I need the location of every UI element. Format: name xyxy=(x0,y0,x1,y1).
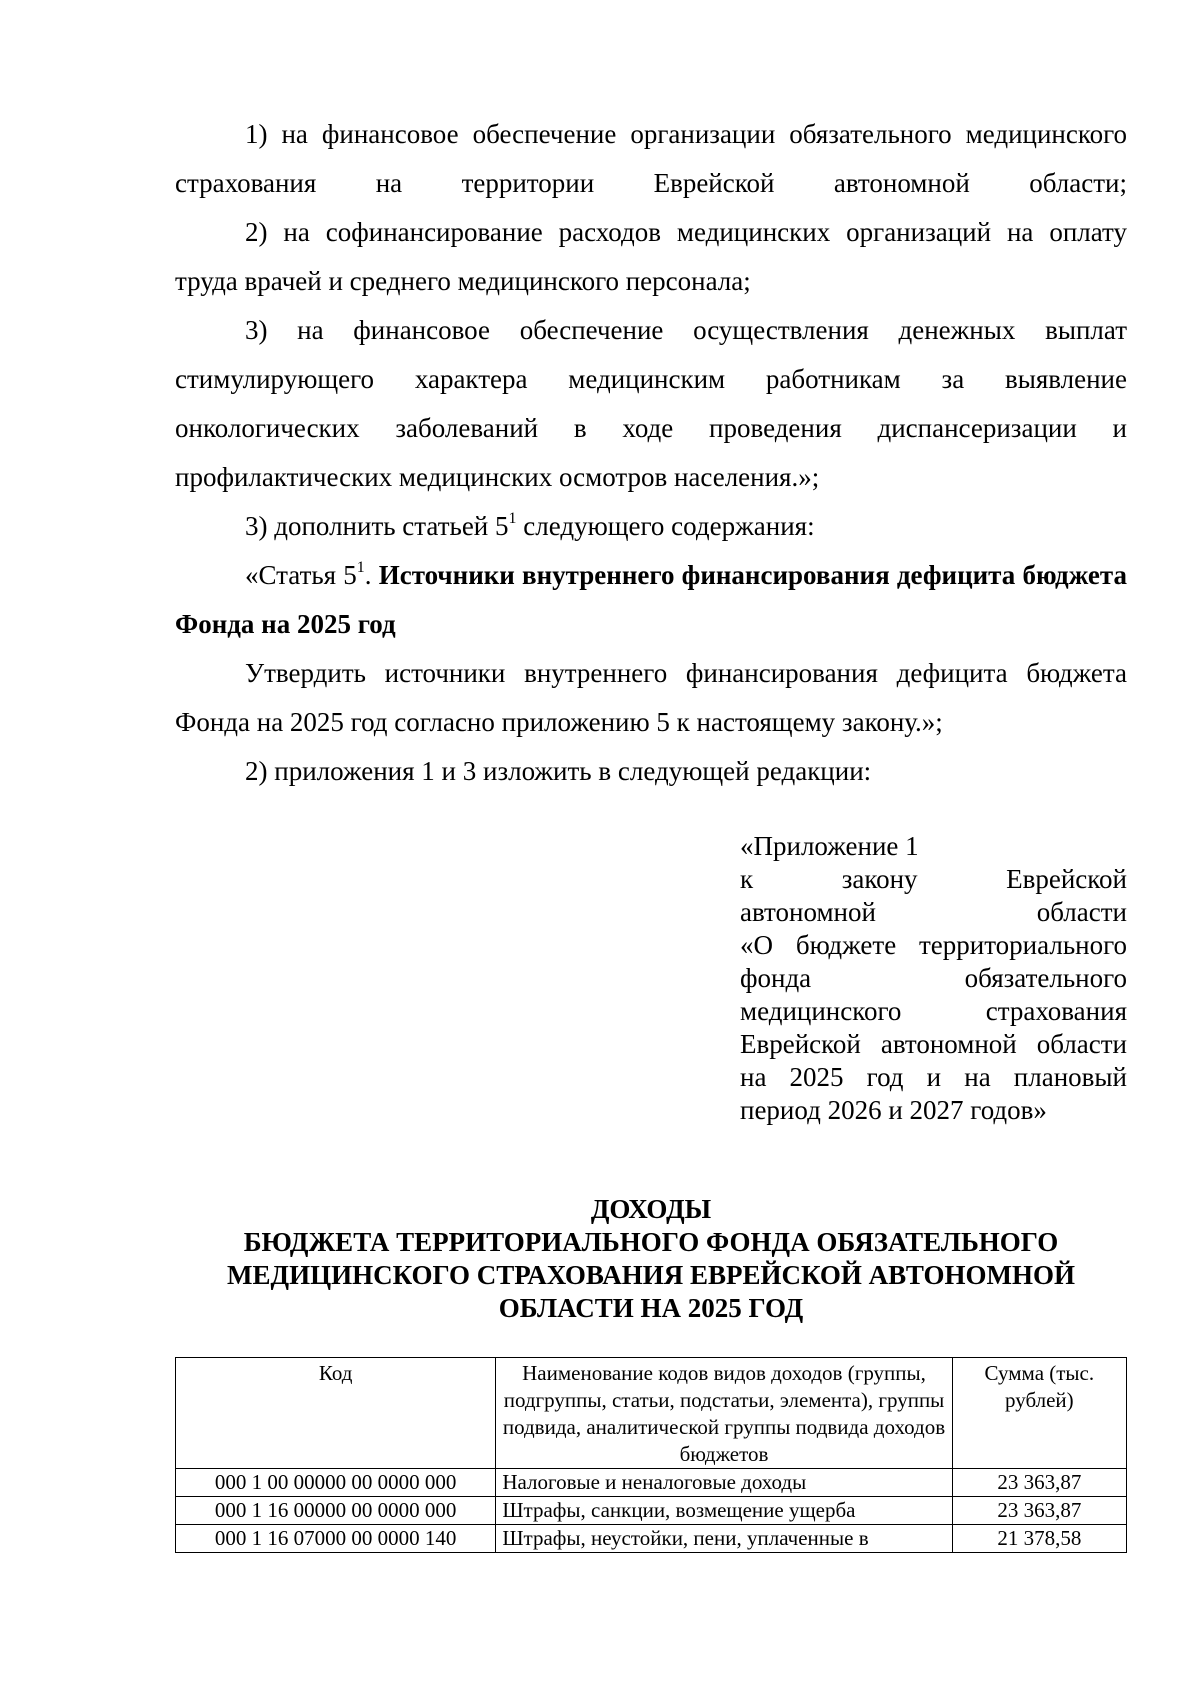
paragraph-3: 3) на финансовое обеспечение осуществления денежных выплат стимулирующего характера медицинским работникам за выявление онкологических заболеваний в ходе проведения диспансеризации и профилактических медицинских осмотров населения.»; xyxy=(175,315,1127,492)
article-title: Источники внутреннего финансирования дефицита бюджета Фонда на 2025 год xyxy=(175,560,1127,639)
cell-code: 000 1 16 07000 00 0000 140 xyxy=(176,1525,496,1553)
appendix-line: «Приложение 1 xyxy=(740,831,919,861)
title-line: ОБЛАСТИ НА 2025 ГОД xyxy=(498,1293,804,1323)
appendix-line: медицинского страхования xyxy=(740,996,1127,1026)
appendix-line: «О бюджете территориального xyxy=(740,930,1127,960)
cell-code: 000 1 16 00000 00 0000 000 xyxy=(176,1497,496,1525)
appendix-line: Еврейской автономной области xyxy=(740,1029,1127,1059)
document-title xyxy=(175,1193,1127,1325)
cell-name: Штрафы, санкции, возмещение ущерба xyxy=(496,1497,952,1525)
revenue-table xyxy=(175,1357,1127,1553)
amendment-prefix: 3) дополнить статьей 5 xyxy=(245,511,509,541)
article-dot: . xyxy=(364,560,379,590)
header-sum: Сумма (тыс. рублей) xyxy=(952,1358,1126,1469)
table-row xyxy=(176,1469,1127,1497)
table-row xyxy=(176,1525,1127,1553)
title-line: ДОХОДЫ xyxy=(590,1194,712,1224)
appendix-line: период 2026 и 2027 годов» xyxy=(740,1095,1047,1125)
title-line: МЕДИЦИНСКОГО СТРАХОВАНИЯ ЕВРЕЙСКОЙ АВТОНОМНОЙ xyxy=(227,1260,1075,1290)
paragraph-2: 2) на софинансирование расходов медицинских организаций на оплату труда врачей и среднего медицинского персонала; xyxy=(175,217,1127,296)
cell-sum: 21 378,58 xyxy=(952,1525,1126,1553)
article-sup: 1 xyxy=(356,559,365,576)
article-heading xyxy=(175,551,1127,649)
article-prefix: «Статья 5 xyxy=(245,560,357,590)
cell-sum: 23 363,87 xyxy=(952,1497,1126,1525)
title-line: БЮДЖЕТА ТЕРРИТОРИАЛЬНОГО ФОНДА ОБЯЗАТЕЛЬНОГО xyxy=(243,1227,1059,1257)
appendix-line: автономной области xyxy=(740,897,1127,927)
cell-code: 000 1 00 00000 00 0000 000 xyxy=(176,1469,496,1497)
amendment-suffix: следующего содержания: xyxy=(516,511,815,541)
approve-paragraph: Утвердить источники внутреннего финансирования дефицита бюджета Фонда на 2025 год согласно приложению 5 к настоящему закону.»; xyxy=(175,658,1127,737)
table-row xyxy=(176,1497,1127,1525)
appendix-reference xyxy=(740,830,1127,1127)
paragraph-1: 1) на финансовое обеспечение организации обязательного медицинского страхования на территории Еврейской автономной области; xyxy=(175,119,1127,198)
cell-sum: 23 363,87 xyxy=(952,1469,1126,1497)
appendix-line: фонда обязательного xyxy=(740,963,1127,993)
cell-name: Штрафы, неустойки, пени, уплаченные в xyxy=(496,1525,952,1553)
header-name: Наименование кодов видов доходов (группы, подгруппы, статьи, подстатьи, элемента), группы подвида, аналитической группы подвида доходов бюджетов xyxy=(496,1358,952,1469)
header-code: Код xyxy=(176,1358,496,1469)
cell-name: Налоговые и неналоговые доходы xyxy=(496,1469,952,1497)
document-body xyxy=(175,110,1127,796)
amendment-sup: 1 xyxy=(508,510,517,527)
amendment-paragraph xyxy=(175,502,1127,551)
table-header-row xyxy=(176,1358,1127,1469)
appendix-intro: 2) приложения 1 и 3 изложить в следующей редакции: xyxy=(245,756,872,786)
appendix-line: к закону Еврейской xyxy=(740,864,1127,894)
appendix-line: на 2025 год и на плановый xyxy=(740,1062,1127,1092)
